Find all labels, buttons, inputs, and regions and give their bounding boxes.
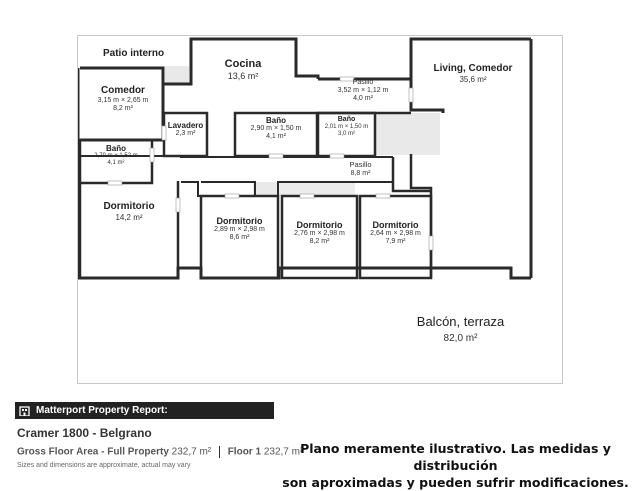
room-dormitorio-3-area: 7,9 m² <box>385 238 406 246</box>
door-living <box>409 88 413 102</box>
room-dormitorio-2-area: 8,2 m² <box>309 238 330 246</box>
door-bano-right <box>330 154 344 158</box>
room-lavadero-name: Lavadero <box>167 121 204 130</box>
room-pasillo-top-dims: 3,52 m × 1,12 m <box>337 87 389 95</box>
door-dormitorio-3 <box>376 194 390 198</box>
room-balcon-area: 82,0 m² <box>443 332 478 344</box>
shaded-small-2 <box>278 182 355 196</box>
divider <box>219 446 220 458</box>
room-dormitorio-3-name: Dormitorio <box>372 220 419 230</box>
door-dormitorio-1 <box>225 194 239 198</box>
illustrative-note <box>278 440 633 491</box>
room-bano-left <box>80 144 152 167</box>
room-pasillo-top <box>323 79 403 103</box>
room-dormitorio-1 <box>201 216 278 242</box>
room-comedor-area: 8,2 m² <box>113 104 133 112</box>
room-dormitorio-1-name: Dormitorio <box>216 216 263 226</box>
building-icon <box>19 405 30 416</box>
note-line-1: Plano meramente ilustrativo. Las medidas y distribución <box>300 441 611 473</box>
door-dormitorio-2 <box>300 194 314 198</box>
gross-area-value: 232,7 m² <box>171 446 212 458</box>
wall-right-lower <box>411 154 431 278</box>
room-living-name: Living, Comedor <box>433 63 513 74</box>
room-cocina-name: Cocina <box>224 58 262 70</box>
room-pasillo-mid-area: 8,8 m² <box>350 169 371 177</box>
room-comedor-dims: 3,15 m × 2,65 m <box>97 96 149 104</box>
room-pasillo-top-name: Pasillo <box>352 79 374 86</box>
room-balcon <box>398 315 523 344</box>
room-dormitorio-left-area: 14,2 m² <box>115 212 143 222</box>
room-bano-left-area: 4,1 m² <box>107 160 125 167</box>
room-living <box>423 63 523 84</box>
gross-area-label: Gross Floor Area - Full Property <box>17 446 169 458</box>
room-bano-center-area: 4,1 m² <box>266 133 286 141</box>
room-dormitorio-2 <box>282 220 357 246</box>
note-line-2: son aproximadas y pueden sufrir modificaciones. <box>282 475 629 490</box>
room-bano-right-area: 3,0 m² <box>337 130 355 137</box>
room-comedor <box>83 85 163 113</box>
room-dormitorio-left <box>80 201 178 222</box>
room-dormitorio-2-dims: 2,76 m × 2,98 m <box>294 230 345 238</box>
report-title: Matterport Property Report: <box>36 405 168 416</box>
room-patio-name: Patio interno <box>103 48 165 59</box>
floor-area-value: 232,7 m² <box>263 446 304 458</box>
room-dormitorio-3 <box>360 220 431 246</box>
room-dormitorio-2-name: Dormitorio <box>296 220 343 230</box>
floor-label: Floor 1 <box>227 446 262 458</box>
shaded-right-block <box>375 113 440 155</box>
room-bano-right <box>318 116 375 138</box>
disclaimer: Sizes and dimensions are approximate, actual may vary <box>17 462 191 469</box>
room-dormitorio-3-dims: 2,64 m × 2,98 m <box>370 230 421 238</box>
wall-dormitorio-left <box>80 181 178 278</box>
room-comedor-name: Comedor <box>101 85 145 96</box>
room-bano-center-dims: 2,90 m × 1,50 m <box>250 125 302 133</box>
room-dormitorio-1-dims: 2,89 m × 2,98 m <box>214 226 265 234</box>
room-lavadero-area: 2,3 m² <box>175 130 196 138</box>
room-dormitorio-1-area: 8,6 m² <box>229 234 250 242</box>
room-bano-right-name: Baño <box>337 116 356 123</box>
report-header-bar <box>15 402 274 419</box>
room-lavadero <box>164 121 207 138</box>
room-balcon-name: Balcón, terraza <box>416 314 505 329</box>
room-bano-left-name: Baño <box>106 144 126 153</box>
room-cocina <box>208 58 278 81</box>
room-pasillo-mid-name: Pasillo <box>349 160 372 169</box>
room-bano-right-dims: 2,01 m × 1,50 m <box>324 124 369 131</box>
shaded-top-left <box>165 66 189 84</box>
room-bano-center <box>235 116 317 141</box>
room-dormitorio-left-name: Dormitorio <box>103 201 155 212</box>
door-bano-center <box>269 154 283 158</box>
room-pasillo-mid <box>333 161 388 178</box>
room-bano-left-dims: 2,70 m × 1,52 m <box>94 153 138 160</box>
room-living-area: 35,6 m² <box>459 74 487 84</box>
property-address: Cramer 1800 - Belgrano <box>17 426 152 440</box>
wall-right-inner <box>411 79 443 113</box>
wall-mid-h2 <box>181 182 201 196</box>
floorplan-frame <box>77 35 563 384</box>
room-pasillo-top-area: 4,0 m² <box>353 95 373 103</box>
door-bano-left <box>108 181 122 185</box>
room-patio <box>103 43 164 61</box>
room-bano-center-name: Baño <box>266 116 286 125</box>
room-cocina-area: 13,6 m² <box>227 70 259 81</box>
floor-area-summary <box>17 446 303 458</box>
